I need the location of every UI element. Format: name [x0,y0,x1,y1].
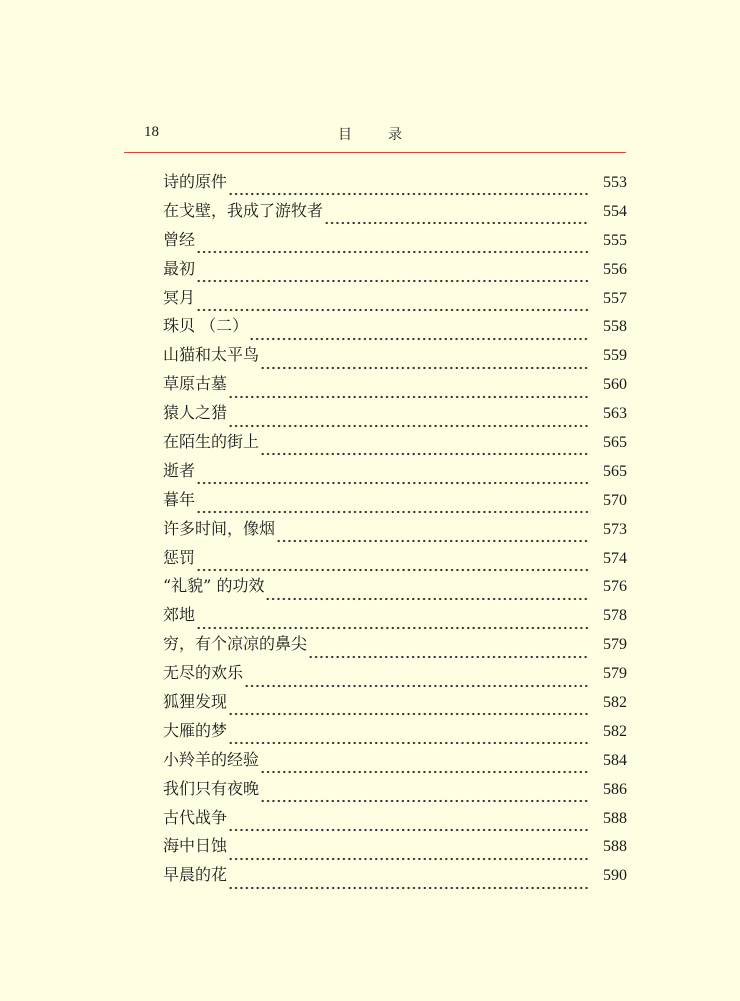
toc-entry[interactable] [163,431,627,460]
toc-entry[interactable] [163,807,627,836]
toc-leader-dots [260,760,589,774]
toc-entry-title: 在陌生的街上 [163,432,260,452]
toc-entry[interactable] [163,489,627,518]
toc-leader-dots [260,789,589,803]
toc-entry-page: 556 [603,260,627,278]
toc-entry-page: 584 [603,751,627,769]
toc-entry[interactable] [163,864,627,893]
toc-entry[interactable] [163,691,627,720]
running-head-left: 目 [338,127,352,143]
toc-entry[interactable] [163,575,627,604]
toc-entry-title: 最初 [163,258,196,278]
toc-leader-dots [196,500,589,514]
toc-entry-title: 冥月 [163,287,196,307]
toc-entry-page: 565 [603,462,627,480]
toc-entry-title: 草原古墓 [163,374,228,394]
toc-leader-dots [228,876,589,890]
toc-entry-page: 554 [603,202,627,220]
toc-leader-dots [196,558,589,572]
toc-entry[interactable] [163,518,627,547]
toc-entry-title: 小羚羊的经验 [163,749,260,769]
toc-entry[interactable] [163,720,627,749]
toc-entry-title: 郊地 [163,605,196,625]
toc-entry-page: 579 [603,636,627,654]
toc-entry-page: 586 [603,780,627,798]
toc-entry-page: 559 [603,347,627,365]
toc-entry-page: 565 [603,434,627,452]
toc-entry[interactable] [163,258,627,287]
toc-entry[interactable] [163,749,627,778]
toc-entry-title: 惩罚 [163,547,196,567]
toc-entry-page: 557 [603,289,627,307]
toc-leader-dots [244,674,589,688]
toc-entry[interactable] [163,460,627,489]
toc-entry[interactable] [163,633,627,662]
toc-entry[interactable] [163,604,627,633]
toc-leader-dots [228,414,589,428]
toc-leader-dots [196,240,589,254]
toc-entry-page: 573 [603,520,627,538]
toc-leader-dots [228,182,589,196]
toc-entry[interactable] [163,315,627,344]
toc-leader-dots [196,298,589,312]
toc-entry-title: 穷，有个凉凉的鼻尖 [163,634,308,654]
toc-leader-dots [265,587,589,601]
toc-entry[interactable] [163,547,627,576]
toc-leader-dots [228,818,589,832]
toc-entry-title: 狐狸发现 [163,692,228,712]
running-head-right: 录 [388,127,402,143]
toc-entry-page: 582 [603,694,627,712]
header-rule [124,152,626,153]
toc-entry[interactable] [163,229,627,258]
toc-leader-dots [260,356,589,370]
toc-entry-title: 大雁的梦 [163,720,228,740]
toc-leader-dots [276,529,589,543]
toc-entry-page: 576 [603,578,627,596]
toc-entry[interactable] [163,200,627,229]
toc-leader-dots [196,616,589,630]
page-number: 18 [144,124,159,140]
toc-entry[interactable] [163,287,627,316]
toc-entry[interactable] [163,402,627,431]
toc-entry-page: 578 [603,607,627,625]
toc-entry-title: 逝者 [163,460,196,480]
toc-entry-title: 海中日蚀 [163,836,228,856]
toc-leader-dots [249,327,589,341]
toc-entry-page: 588 [603,809,627,827]
toc-entry-page: 560 [603,376,627,394]
toc-entry[interactable] [163,778,627,807]
toc-entry-title: 猿人之猎 [163,403,228,423]
toc-entry[interactable] [163,171,627,200]
toc-entry-page: 574 [603,549,627,567]
toc-leader-dots [308,645,589,659]
toc-entry-title: 珠贝 （二） [163,316,249,336]
toc-entry[interactable] [163,373,627,402]
toc-entry-title: 许多时间，像烟 [163,518,276,538]
toc-entry-title: 古代战争 [163,807,228,827]
toc-entry-page: 590 [603,867,627,885]
toc-entry-page: 553 [603,174,627,191]
toc-leader-dots [196,269,589,283]
toc-entry-title: 诗的原件 [163,172,228,191]
toc-leader-dots [196,471,589,485]
toc-entry-page: 579 [603,665,627,683]
toc-leader-dots [260,442,589,456]
toc-entry-title: 暮年 [163,489,196,509]
toc-entry-page: 570 [603,491,627,509]
toc-leader-dots [228,385,589,399]
toc-entry-page: 555 [603,231,627,249]
toc-leader-dots [228,847,589,861]
running-head [0,124,740,144]
toc-entry-title: 曾经 [163,229,196,249]
table-of-contents [163,171,627,893]
toc-leader-dots [228,702,589,716]
toc-entry[interactable] [163,344,627,373]
toc-entry-title: 山猫和太平鸟 [163,345,260,365]
toc-entry-title: 无尽的欢乐 [163,663,244,683]
toc-entry-page: 582 [603,722,627,740]
toc-entry-title: 早晨的花 [163,865,228,885]
toc-entry[interactable] [163,662,627,691]
toc-entry-page: 563 [603,405,627,423]
toc-entry-page: 588 [603,838,627,856]
toc-leader-dots [324,211,589,225]
toc-entry-title: 在戈壁，我成了游牧者 [163,200,324,220]
toc-leader-dots [228,731,589,745]
toc-entry-title: “礼貌” 的功效 [163,576,265,596]
toc-entry[interactable] [163,835,627,864]
toc-entry-page: 558 [603,318,627,336]
toc-entry-title: 我们只有夜晚 [163,778,260,798]
